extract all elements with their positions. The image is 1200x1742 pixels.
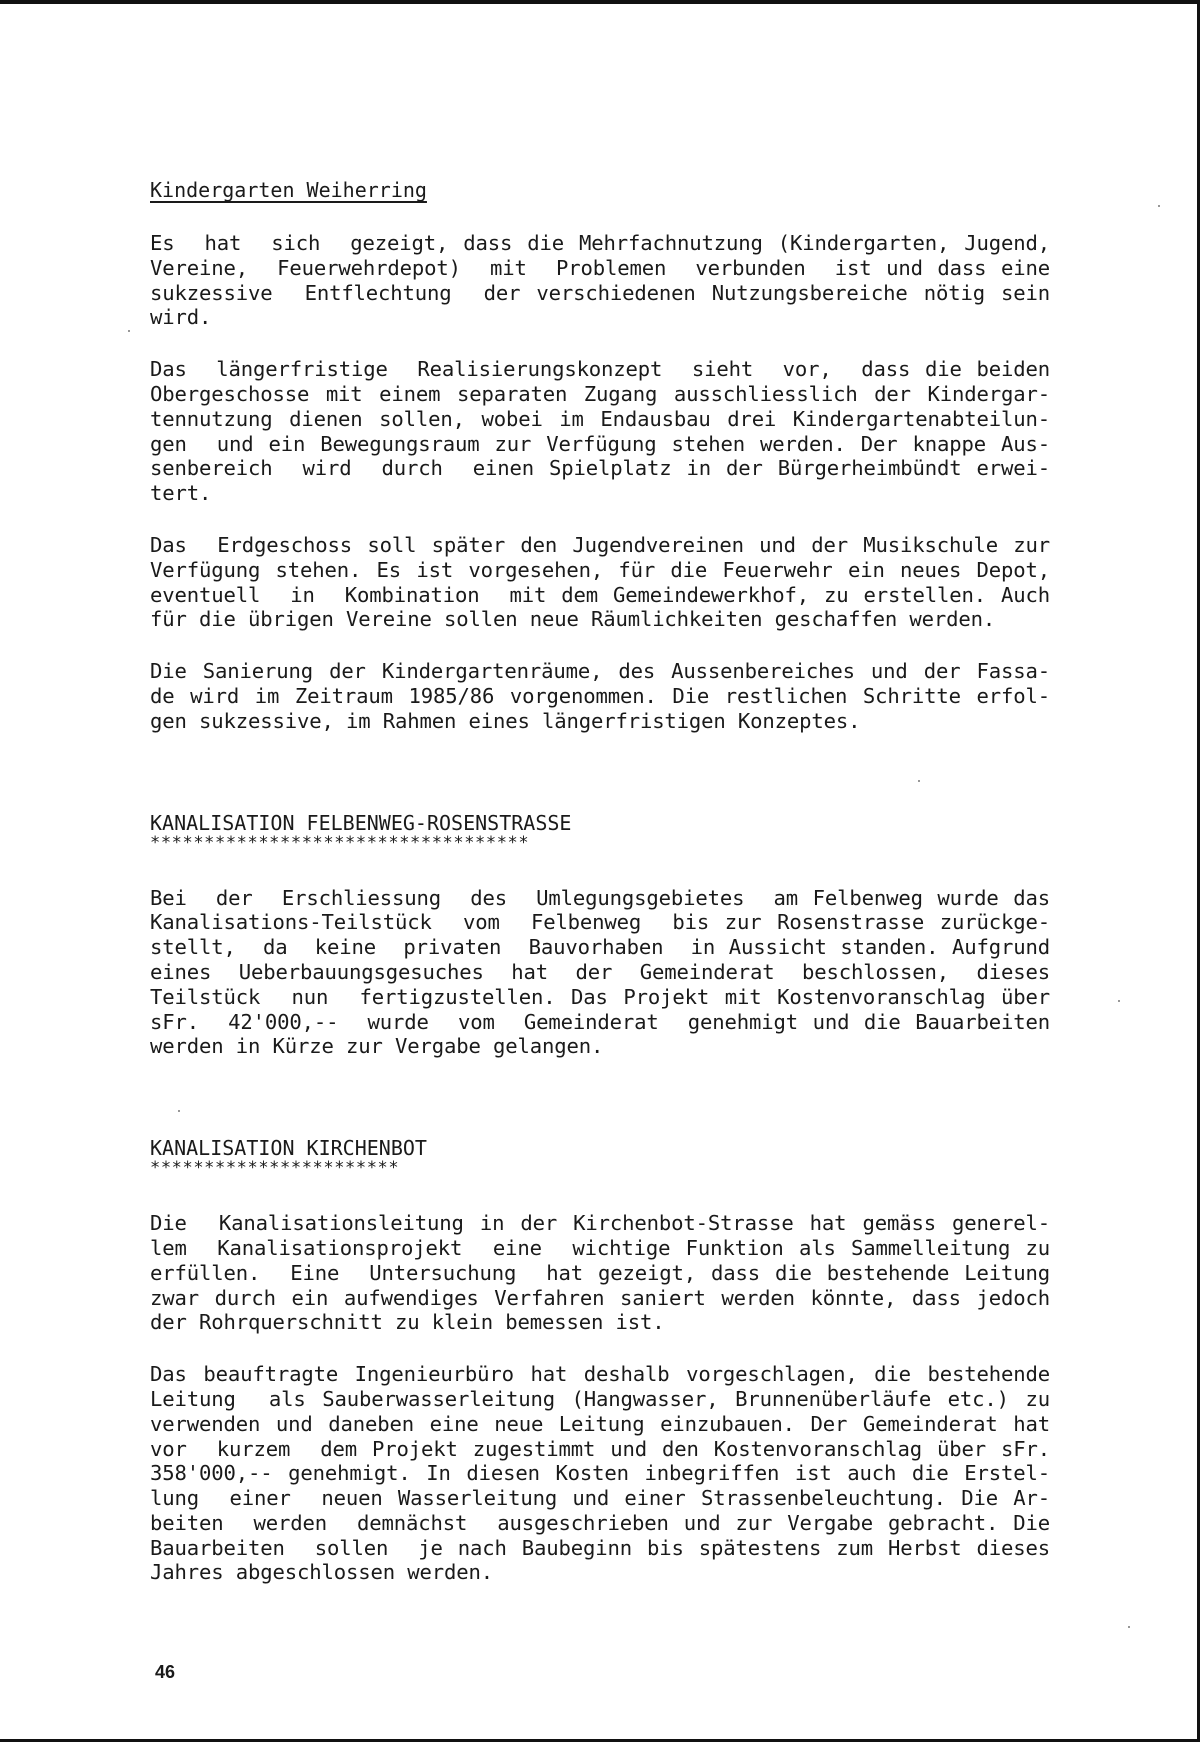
paragraph: Das längerfristige Realisierungskonzept sieht vor, dass die beiden Obergeschosse mit einem separaten Zugang ausschliesslich der Kindergar- tennutzung dienen sollen, wobei im Endausbau drei Kindergartenabteilun- gen und ein Bewegungsraum zur Verfügung stehen werden. Der knappe Aus- senbereich wird durch einen Spielplatz in der Bürgerheimbündt erwei- tert. bbox=[150, 357, 1050, 506]
document-body bbox=[150, 178, 1050, 1585]
section-kanalisation-kirchenbot bbox=[150, 1136, 1050, 1585]
paragraph: Es hat sich gezeigt, dass die Mehrfachnutzung (Kindergarten, Jugend, Vereine, Feuerwehrdepot) mit Problemen verbunden ist und dass eine sukzessive Entflechtung der verschiedenen Nutzungsbereiche nötig sein wird. bbox=[150, 231, 1050, 330]
paragraph: Die Sanierung der Kindergartenräume, des Aussenbereiches und der Fassa- de wird im Zeitraum 1985/86 vorgenommen. Die restlichen Schritte erfol- gen sukzessive, im Rahmen eines längerfristigen Konzeptes. bbox=[150, 659, 1050, 733]
scan-speck bbox=[1118, 1000, 1120, 1002]
scan-speck bbox=[1158, 205, 1160, 207]
scan-speck bbox=[128, 330, 130, 332]
paragraph: Das Erdgeschoss soll später den Jugendvereinen und der Musikschule zur Verfügung stehen. Es ist vorgesehen, für die Feuerwehr ein neues Depot, eventuell in Kombination mit dem Gemeindewerkhof, zu erstellen. Auch für die übrigen Vereine sollen neue Räumlichkeiten geschaffen werden. bbox=[150, 532, 1050, 632]
heading-star-rule: *********************** bbox=[150, 1158, 400, 1179]
paragraph: Bei der Erschliessung des Umlegungsgebietes am Felbenweg wurde das Kanalisations-Teilstück vom Felbenweg bis zur Rosenstrasse zurückge- stellt, da keine privaten Bauvorhaben in Aussicht standen. Aufgrund eines Ueberbauungsgesuches hat der Gemeinderat beschlossen, dieses Teilstück nun fertigzustellen. Das Projekt mit Kostenvoranschlag über sFr. 42'000,-- wurde vom Gemeinderat genehmigt und die Bauarbeiten werden in Kürze zur Vergabe gelangen. bbox=[150, 885, 1050, 1059]
section-heading: KANALISATION FELBENWEG-ROSENSTRASSE bbox=[150, 810, 572, 835]
section-heading: KANALISATION KIRCHENBOT bbox=[150, 1136, 427, 1161]
page-border-top bbox=[0, 0, 1200, 4]
paragraph: Das beauftragte Ingenieurbüro hat deshalb vorgeschlagen, die bestehende Leitung als Sauberwasserleitung (Hangwasser, Brunnenüberläufe etc.) zu verwenden und daneben eine neue Leitung einzubauen. Der Gemeinderat hat vor kurzem dem Projekt zugestimmt und den Kostenvoranschlag über sFr. 358'000,-- genehmigt. In diesen Kosten inbegriffen ist auch die Erstel- lung einer neuen Wasserleitung und einer Strassenbeleuchtung. Die Ar- beiten werden demnächst ausgeschrieben und zur Vergabe gebracht. Die Bauarbeiten sollen je nach Baubeginn bis spätestens zum Herbst dieses Jahres abgeschlossen werden. bbox=[150, 1362, 1050, 1585]
section-heading: Kindergarten Weiherring bbox=[150, 178, 427, 202]
section-kindergarten-weiherring bbox=[150, 178, 1050, 734]
heading-star-rule: *********************************** bbox=[150, 832, 530, 853]
paragraph: Die Kanalisationsleitung in der Kirchenbot-Strasse hat gemäss generel- lem Kanalisationsprojekt eine wichtige Funktion als Sammelleitung zu erfüllen. Eine Untersuchung hat gezeigt, dass die bestehende Leitung zwar durch ein aufwendiges Verfahren saniert werden könnte, dass jedoch der Rohrquerschnitt zu klein bemessen ist. bbox=[150, 1211, 1050, 1335]
page-number: 46 bbox=[155, 1662, 176, 1682]
section-kanalisation-felbenweg bbox=[150, 811, 1050, 1060]
scan-speck bbox=[1128, 1626, 1130, 1628]
